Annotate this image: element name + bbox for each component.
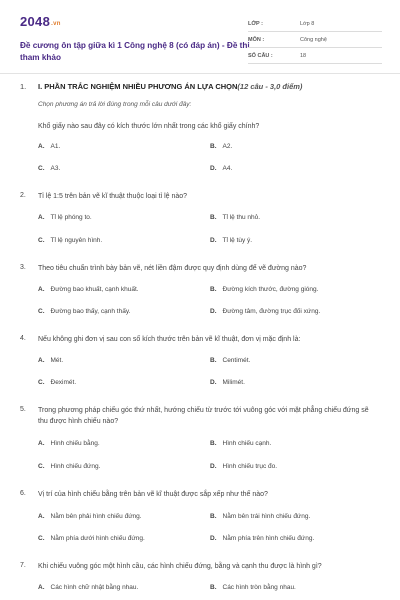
option-text: A2. xyxy=(222,143,233,150)
option-c[interactable] xyxy=(38,165,60,172)
question-text: Theo tiêu chuẩn trình bày bản vẽ, nét liền đậm được quy định dùng để vẽ đường nào? xyxy=(38,265,307,272)
option-d[interactable] xyxy=(210,165,232,172)
option-text: Đường kích thước, đường gióng. xyxy=(222,286,319,293)
option-text: Tỉ lệ thu nhỏ. xyxy=(222,214,261,221)
option-text: Tỉ lệ phóng to. xyxy=(50,214,92,221)
option-text: Đường tâm, đường trục đối xứng. xyxy=(222,308,321,315)
option-letter: A. xyxy=(38,286,45,293)
option-letter: C. xyxy=(38,237,45,244)
section-subtitle: (12 câu - 3,0 điểm) xyxy=(237,82,303,91)
option-letter: C. xyxy=(38,463,45,470)
meta-row-count xyxy=(248,52,382,64)
brand-logo[interactable] xyxy=(20,14,61,29)
header-divider xyxy=(0,73,400,74)
question-text: Khổ giấy nào sau đây có kích thước lớn nhất trong các khổ giấy chính? xyxy=(38,123,260,130)
option-letter: C. xyxy=(38,165,45,172)
option-d[interactable] xyxy=(210,237,252,244)
option-c[interactable] xyxy=(38,463,100,470)
option-text: A3. xyxy=(50,165,61,172)
option-letter: B. xyxy=(210,357,217,364)
option-d[interactable] xyxy=(210,463,277,470)
option-letter: C. xyxy=(38,535,45,542)
option-d[interactable] xyxy=(210,379,245,386)
option-b[interactable] xyxy=(210,584,296,591)
option-letter: A. xyxy=(38,214,45,221)
option-letter: A. xyxy=(38,513,45,520)
option-b[interactable] xyxy=(210,286,318,293)
brand-suffix: .vn xyxy=(51,21,61,27)
option-text: A4. xyxy=(222,165,233,172)
option-letter: B. xyxy=(210,440,217,447)
option-a[interactable] xyxy=(38,143,60,150)
option-b[interactable] xyxy=(210,214,260,221)
option-a[interactable] xyxy=(38,286,139,293)
option-letter: A. xyxy=(38,143,45,150)
question-text: Khi chiếu vuông góc một hình cầu, các hình chiếu đứng, bằng và cạnh thu được là hình gì? xyxy=(38,563,322,570)
option-c[interactable] xyxy=(38,237,102,244)
option-text: Mét. xyxy=(50,357,64,364)
option-letter: D. xyxy=(210,379,217,386)
section-title xyxy=(38,82,302,91)
meta-value[interactable]: Lớp 8 xyxy=(300,21,315,27)
option-letter: C. xyxy=(38,379,45,386)
option-letter: D. xyxy=(210,237,217,244)
option-text: Hình chiếu đứng. xyxy=(50,463,101,470)
option-text: A1. xyxy=(50,143,61,150)
section-title-text: I. PHẦN TRẮC NGHIỆM NHIỀU PHƯƠNG ÁN LỰA CHỌN xyxy=(38,82,238,91)
meta-value[interactable]: Công nghệ xyxy=(300,37,327,43)
option-b[interactable] xyxy=(210,513,310,520)
option-text: Milimét. xyxy=(222,379,245,386)
option-text: Tỉ lệ nguyên hình. xyxy=(50,237,103,244)
meta-key: LỚP : xyxy=(248,21,263,27)
option-letter: C. xyxy=(38,308,45,315)
question-text: Vị trí của hình chiếu bằng trên bản vẽ kĩ thuật được sắp xếp như thế nào? xyxy=(38,491,268,498)
option-text: Nằm phía trên hình chiếu đứng. xyxy=(222,535,315,542)
option-letter: B. xyxy=(210,513,217,520)
option-text: Các hình chữ nhật bằng nhau. xyxy=(50,584,139,591)
document-title: Đề cương ôn tập giữa kì 1 Công nghệ 8 (có đáp án) - Đề thi tham khảo xyxy=(20,41,250,62)
option-b[interactable] xyxy=(210,440,271,447)
option-letter: A. xyxy=(38,440,45,447)
question-text: Trong phương pháp chiếu góc thứ nhất, hướng chiếu từ trước tới vuông góc với mặt phẳng chiếu đứng sẽ thu được hình chiếu nào? xyxy=(38,407,369,425)
option-text: Đường bao khuất, cạnh khuất. xyxy=(50,286,139,293)
option-c[interactable] xyxy=(38,379,76,386)
option-letter: A. xyxy=(38,584,45,591)
option-d[interactable] xyxy=(210,535,314,542)
option-text: Nằm bên trái hình chiếu đứng. xyxy=(222,513,311,520)
question-text: Nếu không ghi đơn vị sau con số kích thước trên bản vẽ kĩ thuật, đơn vị mặc định là: xyxy=(38,336,301,343)
option-a[interactable] xyxy=(38,214,92,221)
option-letter: B. xyxy=(210,143,217,150)
option-letter: B. xyxy=(210,584,217,591)
option-c[interactable] xyxy=(38,535,145,542)
option-text: Hình chiếu trục đo. xyxy=(222,463,278,470)
option-text: Nằm phía dưới hình chiếu đứng. xyxy=(50,535,145,542)
meta-panel xyxy=(248,20,382,68)
brand-name: 2048 xyxy=(20,14,51,29)
section-number: 1. xyxy=(20,82,27,91)
option-text: Tỉ lệ tùy ý. xyxy=(222,237,253,244)
question-number: 7. xyxy=(20,562,26,569)
meta-row-subject xyxy=(248,36,382,48)
section-instruction: Chọn phương án trả lời đúng trong mỗi câu dưới đây: xyxy=(38,101,192,108)
question-number: 2. xyxy=(20,192,26,199)
option-text: Đường bao thấy, cạnh thấy. xyxy=(50,308,131,315)
option-d[interactable] xyxy=(210,308,320,315)
option-text: Centimét. xyxy=(222,357,251,364)
option-letter: D. xyxy=(210,463,217,470)
question-number: 3. xyxy=(20,264,26,271)
question-number: 5. xyxy=(20,406,26,413)
option-text: Nằm bên phải hình chiếu đứng. xyxy=(50,513,142,520)
option-text: Các hình tròn bằng nhau. xyxy=(222,584,296,591)
option-b[interactable] xyxy=(210,143,232,150)
option-text: Hình chiếu bằng. xyxy=(50,440,100,447)
question-text: Tỉ lệ 1:5 trên bản vẽ kĩ thuật thuộc loại tỉ lệ nào? xyxy=(38,193,188,200)
meta-row-grade xyxy=(248,20,382,32)
header xyxy=(20,12,382,70)
option-a[interactable] xyxy=(38,357,63,364)
option-letter: D. xyxy=(210,308,217,315)
meta-key: SỐ CÂU : xyxy=(248,53,273,59)
option-b[interactable] xyxy=(210,357,250,364)
option-letter: D. xyxy=(210,535,217,542)
question-number: 6. xyxy=(20,490,26,497)
option-a[interactable] xyxy=(38,513,142,520)
meta-key: MÔN : xyxy=(248,37,265,43)
option-letter: B. xyxy=(210,286,217,293)
option-text: Hình chiếu cạnh. xyxy=(222,440,272,447)
option-text: Đeximét. xyxy=(50,379,77,386)
option-a[interactable] xyxy=(38,440,100,447)
option-letter: A. xyxy=(38,357,45,364)
meta-value: 18 xyxy=(300,53,307,59)
option-c[interactable] xyxy=(38,308,130,315)
option-letter: B. xyxy=(210,214,217,221)
option-a[interactable] xyxy=(38,584,138,591)
option-letter: D. xyxy=(210,165,217,172)
question-number: 4. xyxy=(20,335,26,342)
